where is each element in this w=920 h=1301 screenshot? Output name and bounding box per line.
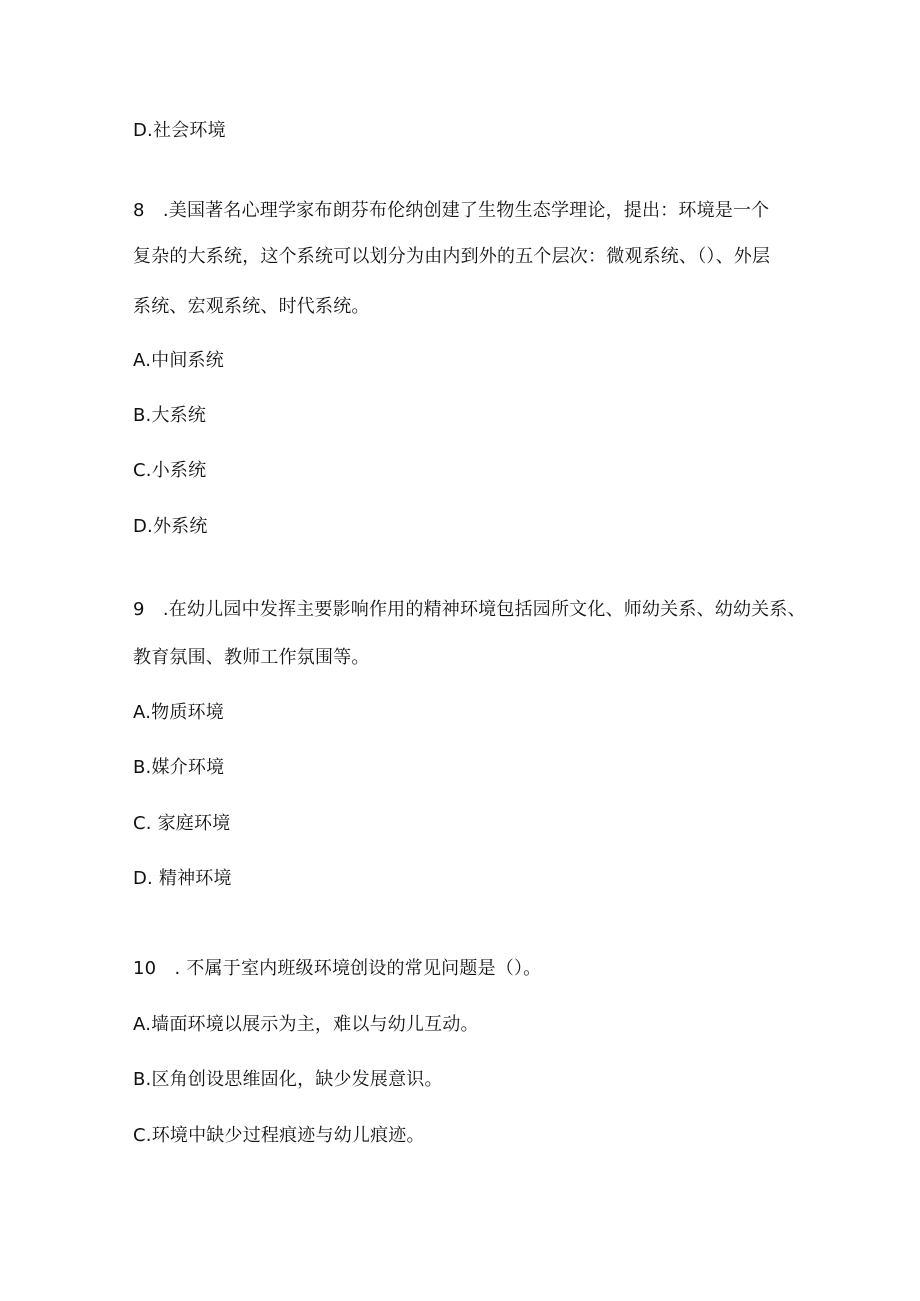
- option-d-q9: D. 精神环境: [133, 868, 232, 889]
- question-8-line-3: 系统、宏观系统、时代系统。: [133, 296, 370, 317]
- option-c-q8: C.小系统: [133, 460, 207, 481]
- option-d-q8: D.外系统: [133, 516, 208, 537]
- question-9-line-1: 9 .在幼儿园中发挥主要影响作用的精神环境包括园所文化、师幼关系、幼幼关系、: [133, 599, 806, 620]
- question-10-line-1: 10 . 不属于室内班级环境创设的常见问题是（）。: [133, 958, 542, 979]
- option-b-q9: B.媒介环境: [133, 757, 225, 778]
- option-c-q10: C.环境中缺少过程痕迹与幼儿痕迹。: [133, 1125, 425, 1146]
- option-d-q7: D.社会环境: [133, 120, 226, 141]
- option-c-q9: C. 家庭环境: [133, 813, 231, 834]
- option-b-q10: B.区角创设思维固化，缺少发展意识。: [133, 1069, 443, 1090]
- option-a-q10: A.墙面环境以展示为主，难以与幼儿互动。: [133, 1014, 479, 1035]
- option-a-q9: A.物质环境: [133, 702, 224, 723]
- question-9-line-2: 教育氛围、教师工作氛围等。: [133, 647, 370, 668]
- option-a-q8: A.中间系统: [133, 350, 224, 371]
- option-b-q8: B.大系统: [133, 405, 207, 426]
- question-8-line-1: 8 .美国著名心理学家布朗芬布伦纳创建了生物生态学理论，提出：环境是一个: [133, 200, 770, 221]
- question-8-line-2: 复杂的大系统，这个系统可以划分为由内到外的五个层次：微观系统、（）、外层: [133, 246, 771, 267]
